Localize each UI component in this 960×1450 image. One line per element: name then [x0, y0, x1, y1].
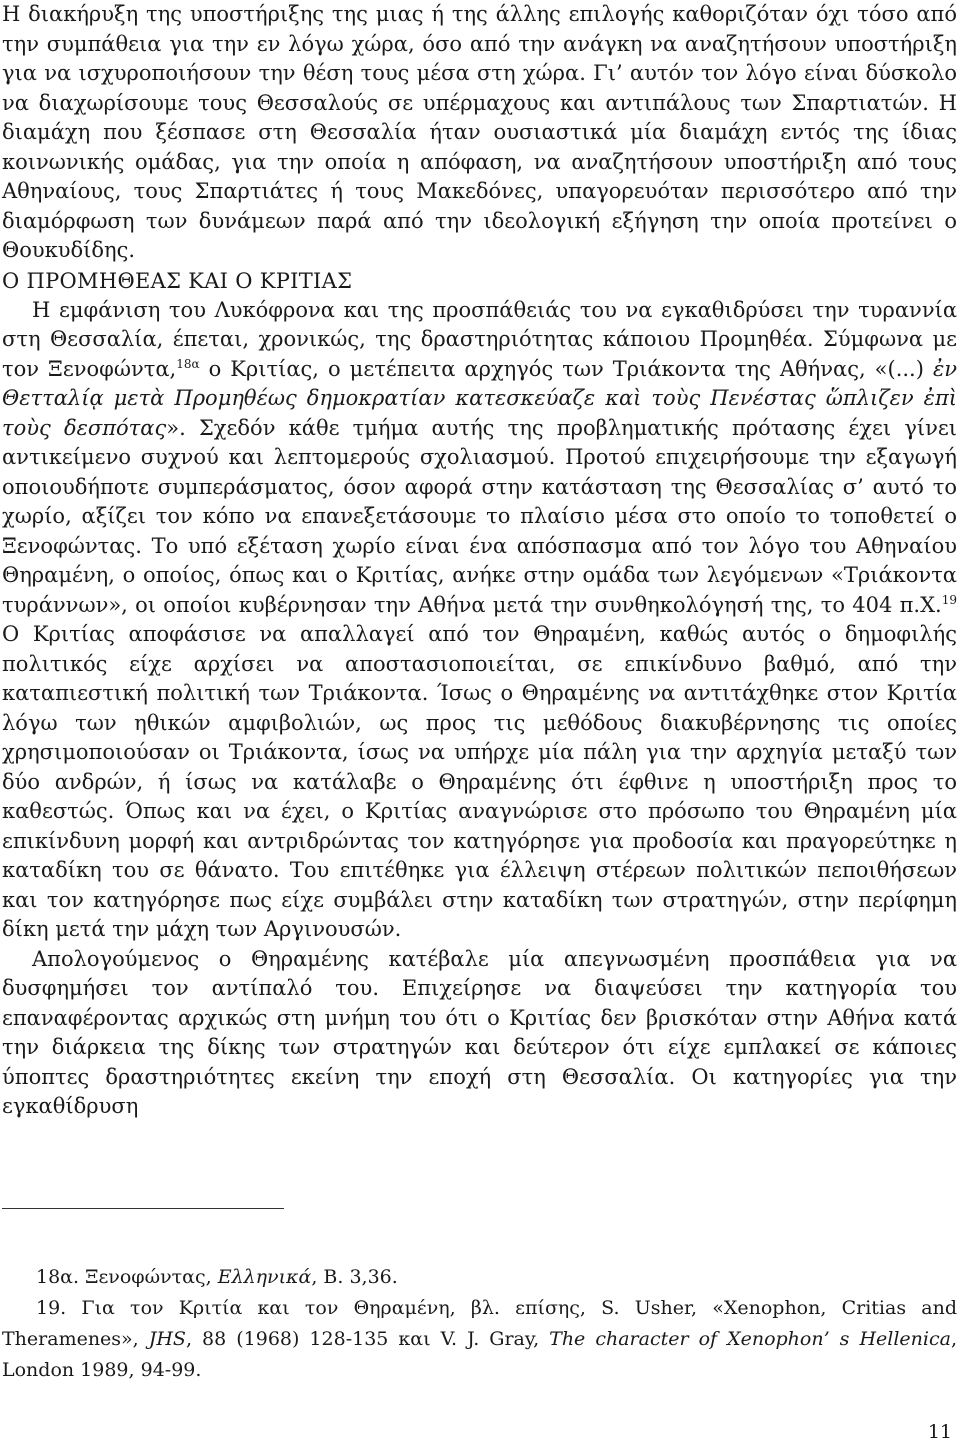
footnote-ref-19: 19: [941, 592, 957, 607]
footnote-19: [2, 1293, 957, 1386]
footnote-book-title: The character of Xenophon’ s Hellenica: [549, 1328, 951, 1350]
main-text: [2, 0, 957, 1122]
footnote-journal-title: JHS: [148, 1328, 186, 1350]
footnotes: [2, 1262, 957, 1386]
footnote-work-title: Ελληνικά: [217, 1266, 312, 1288]
paragraph-prometheus-critias: [2, 296, 957, 945]
paragraph-text: ». Σχεδόν κάθε τμήμα αυτής της προβληματικής πρότασης έχει γίνει αντικείμενο συχνού και λεπτομερούς σχολιασμού. Προτού επιχειρήσουμε την εξαγωγή οποιουδήποτε συμπεράσματος, όσον αφορά στην κατάσταση της Θεσσαλίας σ’ αυτό το χωρίο, αξίζει τον κόπο να επανεξετάσουμε το πλαίσιο μέσα στο οποίο το τοποθετεί ο Ξενοφώντας. Το υπό εξέταση χωρίο είναι ένα απόσπασμα από τον λόγο του Αθηναίου Θηραμένη, ο οποίος, όπως και ο Κριτίας, ανήκε στην ομάδα των λεγόμενων «Τριάκοντα τυράννων», οι οποίοι κυβέρνησαν την Αθήνα μετά την συνθηκολόγησή της, το 404 π.Χ.: [2, 415, 957, 617]
footnote-text: 19. Για τον Κριτία και τον Θηραμένη, βλ. επίσης, S. Usher, «Xenophon, Critias and Theramenes»,: [2, 1297, 957, 1350]
paragraph-thessalian-support: Η διακήρυξη της υποστήριξης της μιας ή της άλλης επιλογής καθοριζόταν όχι τόσο από την συμπάθεια για την εν λόγω χώρα, όσο από την ανάγκη να αναζητήσουν υποστήριξη για να ισχυροποιήσουν την θέση τους μέσα στη χώρα. Γι’ αυτόν τον λόγο είναι δύσκολο να διαχωρίσουμε τους Θεσσαλούς σε υπέρμαχους και αντιπάλους των Σπαρτιατών. Η διαμάχη που ξέσπασε στη Θεσσαλία ήταν ουσιαστικά μία διαμάχη εντός της ίδιας κοινωνικής ομάδας, για την οποία η απόφαση, να αναζητήσουν υποστήριξη από τους Αθηναίους, τους Σπαρτιάτες ή τους Μακεδόνες, υπαγορευόταν περισσότερο από την διαμόρφωση των δυνάμεων παρά από την ιδεολογική εξήγηση την οποία προτείνει ο Θουκυδίδης.: [2, 2, 957, 262]
page-number: 11: [927, 1421, 952, 1443]
footnote-ref-18a: 18α: [176, 356, 200, 371]
footnote-divider: [2, 1208, 284, 1209]
footnote-text: 18α. Ξενοφώντας,: [36, 1266, 218, 1288]
footnote-text: , London 1989, 94-99.: [2, 1328, 957, 1381]
paragraph-text: Η εμφάνιση του Λυκόφρονα και της προσπάθειάς του να εγκαθιδρύσει την τυραννία στη Θεσσαλία, έπεται, χρονικώς, της δραστηριότητας κάποιου Προμηθέα. Σύμφωνα με τον Ξενοφώντα,: [2, 297, 957, 381]
greek-quotation: ἐν Θετταλίᾳ μετὰ Προμηθέως δημοκρατίαν κατεσκεύαζε καὶ τοὺς Πενέστας ὥπλιζεν ἐπὶ τοὺς δεσπότας: [2, 356, 957, 440]
paragraph-theramenes-defence: Απολογούμενος ο Θηραμένης κατέβαλε μία απεγνωσμένη προσπάθεια για να δυσφημήσει τον αντίπαλό του. Επιχείρησε να διαψεύσει την κατηγορία του επαναφέροντας αρχικώς στη μνήμη του ότι ο Κριτίας δεν βρισκόταν στην Αθήνα κατά την διάρκεια της δίκης των στρατηγών και δεύτερον ότι είχε εμπλακεί σε κάποιες ύποπτες δραστηριότητες εκείνη την εποχή στη Θεσσαλία. Οι κατηγορίες για την εγκαθίδρυση: [2, 946, 957, 1118]
paragraph-text: Ο Κριτίας αποφάσισε να απαλλαγεί από τον Θηραμένη, καθώς αυτός ο δημοφιλής πολιτικός είχε αρχίσει να αποστασιοποιείται, σε επικίνδυνο βαθμό, από την καταπιεστική πολιτική των Τριάκοντα. Ίσως ο Θηραμένης να αντιτάχθηκε στον Κριτία λόγω των ηθικών αμφιβολιών, ως προς τις μεθόδους διακυβέρνησης τις οποίες χρησιμοποιούσαν οι Τριάκοντα, ίσως να υπήρχε μία πάλη για την αρχηγία μεταξύ των δύο ανδρών, ή ίσως να κατάλαβε ο Θηραμένης ότι έφθινε η υποστήριξη προς το καθεστώς. Όπως και να έχει, ο Κριτίας αναγνώρισε στο πρόσωπο του Θηραμένη μία επικίνδυνη μορφή και αντριδρώντας τον κατηγόρησε για προδοσία και πραγορεύτηκε η καταδίκη του σε θάνατο. Του επιτέθηκε για έλλειψη στέρεων πολιτικών πεποιθήσεων και τον κατηγόρησε πως είχε συμβάλει στην καταδίκη των στρατηγών, στην περίφημη δίκη μετά την μάχη των Αργινουσών.: [2, 622, 957, 941]
footnote-18a: [2, 1262, 957, 1293]
paragraph-text: ο Κριτίας, ο μετέπειτα αρχηγός των Τριάκοντα της Αθήνας, «(...): [199, 356, 933, 381]
section-heading: Ο ΠΡΟΜΗΘΕΑΣ ΚΑΙ Ο ΚΡΙΤΙΑΣ: [2, 268, 353, 293]
footnote-text: , 88 (1968) 128-135 και V. J. Gray,: [185, 1328, 550, 1350]
footnote-text: , Β. 3,36.: [311, 1266, 398, 1288]
